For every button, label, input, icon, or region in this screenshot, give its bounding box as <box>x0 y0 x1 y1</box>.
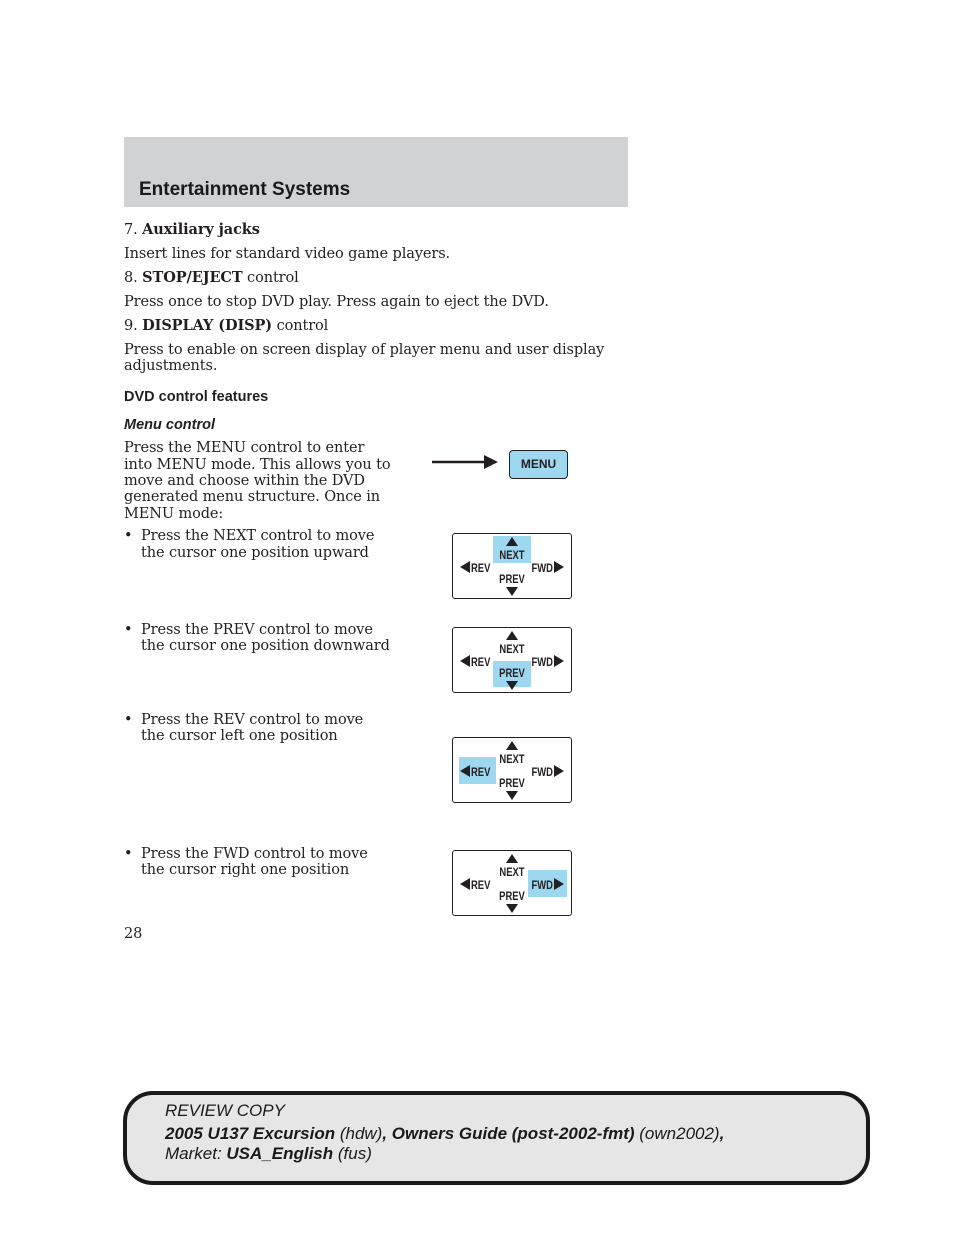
bullet-marker: • <box>124 712 133 728</box>
right-arrow-icon <box>554 561 564 573</box>
review-copy-label: REVIEW COPY <box>165 1101 285 1120</box>
bullet-marker: • <box>124 622 133 638</box>
fwd-label: FWD <box>531 656 553 670</box>
up-arrow-icon <box>506 854 518 863</box>
down-arrow-icon <box>506 904 518 913</box>
item-label: Auxiliary jacks <box>142 221 260 238</box>
item-label: STOP/EJECT <box>142 269 243 286</box>
item-9-heading <box>124 318 328 335</box>
bullet-marker: • <box>124 846 133 862</box>
item-suffix: control <box>272 318 329 334</box>
prev-label: PREV <box>499 573 525 587</box>
item-7-heading <box>124 222 260 239</box>
down-arrow-icon <box>506 587 518 596</box>
bullet-text-line1: Press the PREV control to move <box>141 622 373 638</box>
dpad-svg <box>453 534 571 598</box>
bullet-marker: • <box>124 528 133 544</box>
fus-code: (fus) <box>333 1144 372 1163</box>
left-arrow-icon <box>460 878 470 890</box>
dpad-svg <box>453 738 571 802</box>
prev-label: PREV <box>499 667 525 681</box>
item-8-heading <box>124 270 299 287</box>
dpad-diagram-rev <box>452 737 572 803</box>
guide-name: , Owners Guide (post-2002-fmt) <box>382 1124 635 1143</box>
bullet-text-line1: Press the REV control to move <box>141 712 364 728</box>
bullet-text-line1: Press the FWD control to move <box>141 846 368 862</box>
market-line <box>165 1144 372 1164</box>
rev-label: REV <box>471 766 491 780</box>
next-label: NEXT <box>499 866 525 880</box>
next-label: NEXT <box>499 549 525 563</box>
dpad-diagram-fwd <box>452 850 572 916</box>
menu-button-label: MENU <box>520 457 557 471</box>
item-9-description-line2: adjustments. <box>124 358 218 374</box>
item-number: 9. <box>124 318 143 334</box>
up-arrow-icon <box>506 631 518 640</box>
menu-intro-line: generated menu structure. Once in <box>124 489 381 505</box>
right-arrow-icon <box>554 765 564 777</box>
up-arrow-icon <box>506 741 518 750</box>
menu-intro-line: MENU mode: <box>124 506 224 522</box>
dpad-diagram-next <box>452 533 572 599</box>
bullet-text-line2: the cursor right one position <box>141 862 350 878</box>
bullet-text-line2: the cursor left one position <box>141 728 338 744</box>
item-8-description: Press once to stop DVD play. Press again to eject the DVD. <box>124 294 549 310</box>
prev-label: PREV <box>499 890 525 904</box>
menu-control-heading: Menu control <box>124 417 216 433</box>
rev-label: REV <box>471 879 491 893</box>
next-label: NEXT <box>499 643 525 657</box>
left-arrow-icon <box>460 655 470 667</box>
menu-intro-line: Press the MENU control to enter <box>124 440 365 456</box>
bullet-text-line2: the cursor one position downward <box>141 638 390 654</box>
market-label: Market: <box>165 1144 227 1163</box>
arrow-right-icon <box>432 453 502 471</box>
prev-label: PREV <box>499 777 525 791</box>
bullet-text-line1: Press the NEXT control to move <box>141 528 375 544</box>
menu-intro-line: into MENU mode. This allows you to <box>124 457 391 473</box>
dpad-svg <box>453 851 571 915</box>
right-arrow-icon <box>554 655 564 667</box>
rev-label: REV <box>471 656 491 670</box>
page-number: 28 <box>124 926 143 942</box>
model-name: 2005 U137 Excursion <box>165 1124 336 1143</box>
item-number: 8. <box>124 270 143 286</box>
menu-button[interactable] <box>509 450 568 479</box>
menu-intro-line: move and choose within the DVD <box>124 473 365 489</box>
dpad-svg <box>453 628 571 692</box>
market-value: USA_English <box>226 1144 334 1163</box>
item-suffix: control <box>242 270 299 286</box>
hdw-code: (hdw) <box>335 1124 383 1143</box>
rev-label: REV <box>471 562 491 576</box>
item-7-description: Insert lines for standard video game players. <box>124 246 451 262</box>
down-arrow-icon <box>506 791 518 800</box>
document-info-line <box>165 1124 724 1144</box>
fwd-label: FWD <box>531 562 553 576</box>
dpad-diagram-prev <box>452 627 572 693</box>
header-band <box>124 137 628 207</box>
fwd-label: FWD <box>531 766 553 780</box>
item-label: DISPLAY (DISP) <box>142 317 273 334</box>
left-arrow-icon <box>460 561 470 573</box>
separator: , <box>719 1124 725 1143</box>
dvd-control-heading: DVD control features <box>124 389 269 405</box>
item-9-description-line1: Press to enable on screen display of player menu and user display <box>124 342 605 358</box>
review-copy-box <box>123 1091 870 1185</box>
item-number: 7. <box>124 222 143 238</box>
fwd-label: FWD <box>531 879 553 893</box>
section-title: Entertainment Systems <box>139 179 351 200</box>
bullet-text-line2: the cursor one position upward <box>141 545 369 561</box>
next-label: NEXT <box>499 753 525 767</box>
own-code: (own2002) <box>634 1124 720 1143</box>
